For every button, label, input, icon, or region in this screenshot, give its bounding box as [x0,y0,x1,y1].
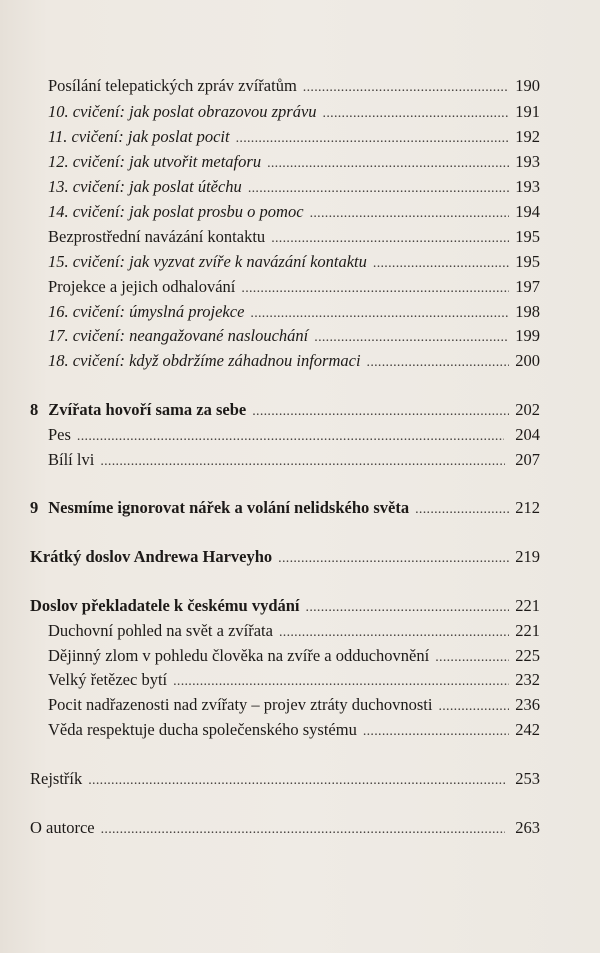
toc-entry-title: 14. cvičení: jak poslat prosbu o pomoc [48,202,304,221]
toc-entry-title: Krátký doslov Andrewa Harveyho [30,547,273,566]
leader-dots [323,103,510,125]
toc-page-number: 212 [515,498,540,517]
toc-page-number: 191 [515,102,540,121]
toc-entry [48,126,540,148]
toc-page-number: 193 [515,152,540,171]
leader-dots [241,278,509,300]
chapter-number: 8 [30,400,39,419]
leader-dots [310,203,510,225]
leader-dots [252,401,509,423]
toc-entry [48,151,540,173]
toc-entry [48,645,540,667]
leader-dots [173,671,509,693]
leader-dots [101,819,506,841]
leader-dots [278,548,509,570]
toc-entry-title: 13. cvičení: jak poslat útěchu [48,177,242,196]
toc-entry-title: 16. cvičení: úmyslná projekce [48,302,245,321]
toc-entry [48,325,540,347]
leader-dots [363,721,509,743]
leader-dots [248,178,509,200]
toc-entry-title: 10. cvičení: jak poslat obrazovou zprávu [48,102,317,121]
toc-entry [48,301,540,323]
toc-page-number: 225 [515,646,540,665]
toc-entry-title: 12. cvičení: jak utvořit metaforu [48,152,262,171]
toc-page-number: 192 [515,127,540,146]
leader-dots [236,128,510,150]
toc-page-number: 195 [515,252,540,271]
toc-entry [48,449,540,471]
leader-dots [271,228,509,250]
toc-entry-title: Doslov překladatele k českému vydání [30,596,300,615]
leader-dots [435,647,509,669]
toc-entry [30,768,540,790]
toc-page-number: 190 [515,76,540,95]
toc-entry-title: Velký řetězec bytí [48,670,168,689]
leader-dots [77,426,504,448]
toc-entry [48,226,540,248]
toc-page-number: 202 [515,400,540,419]
toc-entry [48,669,540,691]
toc-entry-title: Zvířata hovoří sama za sebe [48,400,247,419]
leader-dots [100,451,505,473]
leader-dots [279,622,509,644]
toc-entry-title: Pocit nadřazenosti nad zvířaty – projev ztráty duchovnosti [48,695,433,714]
toc-page-number: 219 [515,547,540,566]
toc-page-number: 199 [515,326,540,345]
toc-entry-title: 18. cvičení: když obdržíme záhadnou informaci [48,351,361,370]
toc-entry-title: Nesmíme ignorovat nářek a volání nelidského světa [48,498,410,517]
toc-entry-title: Pes [48,425,71,444]
toc-page-number: 200 [515,351,540,370]
toc-entry [48,694,540,716]
toc-entry [48,719,540,741]
toc-entry-title: Posílání telepatických zpráv zvířatům [48,76,297,95]
toc-page-number: 198 [515,302,540,321]
toc-chapter [30,546,540,568]
leader-dots [415,499,509,521]
toc-page-number: 204 [515,425,540,444]
toc-entry [48,620,540,642]
toc-entry-title: O autorce [30,818,95,837]
toc-entry-title: Bílí lvi [48,450,95,469]
toc-entry [48,176,540,198]
leader-dots [373,253,509,275]
toc-entry-title: 11. cvičení: jak poslat pocit [48,127,230,146]
toc-entry [48,350,540,372]
toc-entry-title: Dějinný zlom v pohledu člověka na zvíře a odduchovnění [48,646,430,665]
toc-entry [30,817,540,839]
toc-page-number: 193 [515,177,540,196]
leader-dots [250,303,509,325]
toc-entry [48,276,540,298]
toc-page-number: 197 [515,277,540,296]
leader-dots [314,327,509,349]
leader-dots [367,352,510,374]
leader-dots [303,77,509,99]
toc-entry [48,75,540,97]
toc-page-number: 263 [515,818,540,837]
toc-entry-title: Rejstřík [30,769,83,788]
toc-entry [48,424,540,446]
toc-entry-title: Věda respektuje ducha společenského systému [48,720,357,739]
toc-page-number: 194 [515,202,540,221]
toc-chapter [30,399,540,421]
toc-page-number: 242 [515,720,540,739]
toc-page-number: 207 [515,450,540,469]
chapter-number: 9 [30,498,39,517]
toc-entry-title: Duchovní pohled na svět a zvířata [48,621,273,640]
toc-page-number: 236 [515,695,540,714]
leader-dots [438,696,509,718]
toc-chapter [30,497,540,519]
toc-entry [48,251,540,273]
toc-entry-title: Bezprostřední navázání kontaktu [48,227,266,246]
leader-dots [88,770,504,792]
toc-page-number: 221 [515,621,540,640]
toc-entry-title: 15. cvičení: jak vyzvat zvíře k navázání kontaktu [48,252,367,271]
toc-chapter [30,595,540,617]
toc-entry-title: 17. cvičení: neangažované naslouchání [48,326,309,345]
toc-page-number: 232 [515,670,540,689]
toc-entry-title: Projekce a jejich odhalování [48,277,236,296]
toc-page-number: 221 [515,596,540,615]
toc-page-number: 195 [515,227,540,246]
toc-entry [48,101,540,123]
leader-dots [306,597,510,619]
toc-page-number: 253 [515,769,540,788]
toc-entry [48,201,540,223]
leader-dots [267,153,509,175]
